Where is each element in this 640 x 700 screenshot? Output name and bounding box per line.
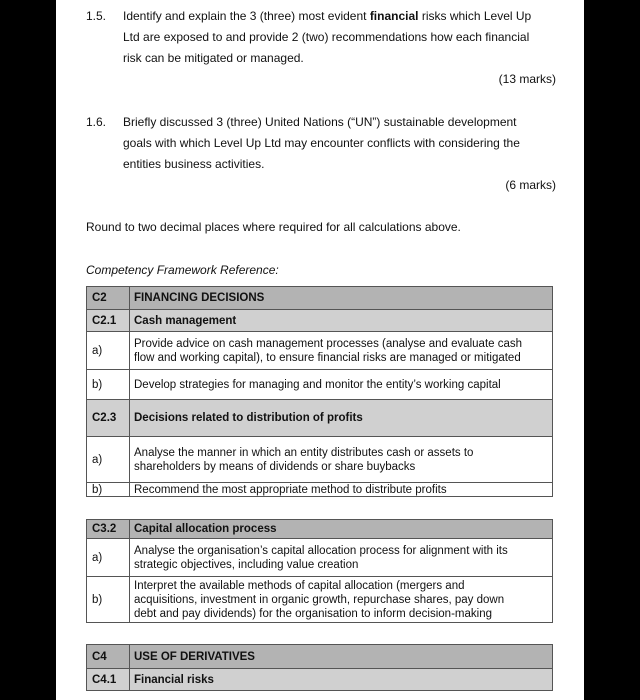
question-1-6	[86, 112, 556, 192]
competency-code: C4.1	[87, 669, 130, 691]
competency-code: C4	[87, 645, 130, 669]
competency-title: FINANCING DECISIONS	[130, 287, 553, 310]
competency-title: Cash management	[130, 310, 553, 332]
item-description: Provide advice on cash management processes (analyse and evaluate cash flow and working capital), to ensure financial risks are managed or mitigated	[130, 332, 553, 370]
question-line: goals with which Level Up Ltd may encounter conflicts with considering the	[123, 136, 520, 150]
competency-title: USE OF DERIVATIVES	[130, 645, 553, 669]
item-code: b)	[87, 483, 130, 497]
marks-label: (6 marks)	[505, 178, 556, 192]
question-number: 1.6.	[86, 115, 107, 129]
item-code: b)	[87, 370, 130, 400]
competency-title: Capital allocation process	[130, 520, 553, 539]
item-description: Recommend the most appropriate method to distribute profits	[130, 483, 553, 497]
table-row	[87, 539, 553, 577]
competency-title: Decisions related to distribution of profits	[130, 400, 553, 437]
competency-table-c2	[86, 286, 553, 497]
table-row	[87, 437, 553, 483]
item-code: a)	[87, 539, 130, 577]
table-row	[87, 332, 553, 370]
question-line: Identify and explain the 3 (three) most evident financial risks which Level Up	[123, 9, 532, 23]
table-row	[87, 669, 553, 691]
table-row	[87, 483, 553, 497]
question-number: 1.5.	[86, 9, 107, 23]
table-row	[87, 287, 553, 310]
table-row	[87, 577, 553, 623]
item-code: a)	[87, 332, 130, 370]
question-line: risk can be mitigated or managed.	[123, 51, 304, 65]
question-line: Briefly discussed 3 (three) United Nations (“UN”) sustainable development	[123, 115, 517, 129]
item-description: Develop strategies for managing and monitor the entity’s working capital	[130, 370, 553, 400]
competency-code: C2.1	[87, 310, 130, 332]
table-row	[87, 310, 553, 332]
competency-code: C2.3	[87, 400, 130, 437]
competency-reference-heading: Competency Framework Reference:	[86, 263, 279, 277]
question-1-5	[86, 6, 556, 86]
item-description: Interpret the available methods of capital allocation (mergers and acquisitions, investment in organic growth, repurchase shares, pay down debt and pay dividends) for the organisation to inform decision-making	[130, 577, 553, 623]
competency-title: Financial risks	[130, 669, 553, 691]
competency-table-c3-2	[86, 519, 553, 623]
table-row	[87, 520, 553, 539]
table-row	[87, 400, 553, 437]
competency-code: C2	[87, 287, 130, 310]
item-code: b)	[87, 577, 130, 623]
question-line: Ltd are exposed to and provide 2 (two) recommendations how each financial	[123, 30, 530, 44]
document-page	[56, 0, 584, 700]
emphasis-financial: financial	[369, 9, 419, 23]
marks-label: (13 marks)	[498, 72, 556, 86]
item-description: Analyse the organisation’s capital allocation process for alignment with its strategic objectives, including value creation	[130, 539, 553, 577]
competency-code: C3.2	[87, 520, 130, 539]
table-row	[87, 370, 553, 400]
item-description: Analyse the manner in which an entity distributes cash or assets to shareholders by means of dividends or share buybacks	[130, 437, 553, 483]
table-row	[87, 645, 553, 669]
competency-table-c4	[86, 644, 553, 691]
item-code: a)	[87, 437, 130, 483]
question-line: entities business activities.	[123, 157, 265, 171]
rounding-note: Round to two decimal places where required for all calculations above.	[86, 220, 461, 234]
